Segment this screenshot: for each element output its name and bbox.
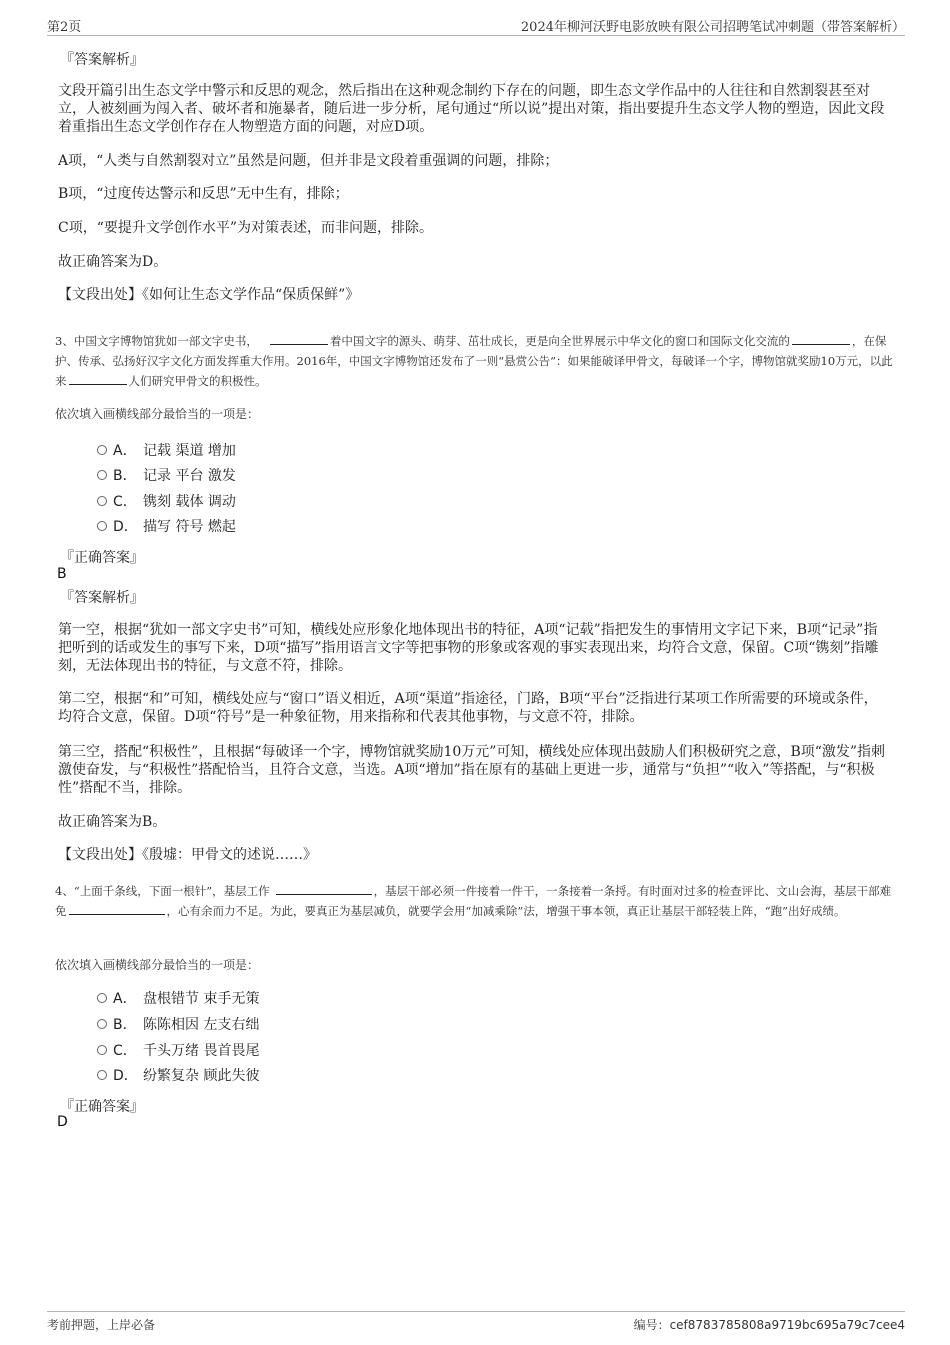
page-footer xyxy=(47,1311,905,1332)
q3-option-b[interactable]: B． 记录 平台 激发 xyxy=(97,466,236,486)
q3-option-a[interactable]: A． 记载 渠道 增加 xyxy=(97,441,236,461)
q3-blank-1 xyxy=(270,333,328,345)
q2-analysis-para3: B项，“过度传达警示和反思”无中生有，排除； xyxy=(58,186,349,202)
radio-icon[interactable] xyxy=(97,993,107,1003)
radio-icon[interactable] xyxy=(97,1070,107,1080)
q3-option-d[interactable]: D． 描写 符号 燃起 xyxy=(97,517,236,537)
radio-icon[interactable] xyxy=(97,1019,107,1029)
q4-option-c[interactable]: C． 千头万绪 畏首畏尾 xyxy=(97,1041,259,1061)
q3-source: 【文段出处】《殷墟：甲骨文的述说……》 xyxy=(58,847,317,863)
q2-source: 【文段出处】《如何让生态文学作品“保质保鲜”》 xyxy=(58,287,360,303)
q2-analysis-para2: A项，“人类与自然割裂对立”虽然是问题，但并非是文段着重强调的问题，排除； xyxy=(58,153,559,169)
q2-analysis-conclusion: 故正确答案为D。 xyxy=(58,254,168,270)
footer-slogan: 考前押题，上岸必备 xyxy=(47,1318,156,1332)
q4-instruction: 依次填入画横线部分最恰当的一项是： xyxy=(55,958,260,972)
q3-analysis-conclusion: 故正确答案为B。 xyxy=(58,814,167,830)
q3-analysis-para3: 第三空，搭配“积极性”，且根据“每破译一个字，博物馆就奖励10万元”可知，横线处应体现出鼓励人们积极研究之意，B项“激发”指刺激使奋发，与“积极性”搭配恰当，且符合文意，当选。A项“增加”指在原有的基础上更进一步，通常与“负担”“收入”等搭配，与“积极性”搭配不当，排除。 xyxy=(58,744,886,796)
q4-option-d[interactable]: D． 纷繁复杂 顾此失彼 xyxy=(97,1066,259,1086)
q2-analysis-label: 『答案解析』 xyxy=(60,52,144,68)
q3-blank-3 xyxy=(69,373,127,385)
q3-correct-label: 『正确答案』 xyxy=(60,550,144,566)
q4-option-b[interactable]: B． 陈陈相因 左支右绌 xyxy=(97,1015,259,1035)
q3-stem: 3、中国文字博物馆犹如一部文字史书， 着中国文字的源头、萌芽、茁壮成长，更是向全世界展示中华文化的窗口和国际文化交流的 ，在保护、传承、弘扬好汉字文化方面发挥重大作用。2016年，中国文字博物馆还发布了一则“悬赏公告”：如果能破译甲骨文，每破译一个字，博物馆就奖励10万元，以此来 人们研究甲骨文的积极性。 xyxy=(55,334,893,388)
page-header xyxy=(47,13,905,36)
q3-analysis-para2: 第二空，根据“和”可知，横线处应与“窗口”语义相近，A项“渠道”指途径，门路，B项“平台”泛指进行某项工作所需要的环境或条件，均符合文意，保留。D项“符号”是一种象征物，用来指称和代表其他事物，与文意不符，排除。 xyxy=(58,691,878,725)
q4-option-a[interactable]: A． 盘根错节 束手无策 xyxy=(97,989,259,1009)
q4-blank-2 xyxy=(69,903,165,915)
radio-icon[interactable] xyxy=(97,445,107,455)
document-title: 2024年柳河沃野电影放映有限公司招聘笔试冲刺题（带答案解析） xyxy=(520,20,905,35)
q3-correct-answer: B xyxy=(57,566,67,582)
radio-icon[interactable] xyxy=(97,521,107,531)
q3-instruction: 依次填入画横线部分最恰当的一项是： xyxy=(55,407,260,421)
q4-correct-answer: D xyxy=(57,1114,68,1130)
radio-icon[interactable] xyxy=(97,1045,107,1055)
radio-icon[interactable] xyxy=(97,496,107,506)
page-number: 第2页 xyxy=(47,20,82,35)
q3-analysis-label: 『答案解析』 xyxy=(60,590,144,606)
q4-correct-label: 『正确答案』 xyxy=(60,1099,144,1115)
radio-icon[interactable] xyxy=(97,470,107,480)
q3-option-c[interactable]: C． 镌刻 载体 调动 xyxy=(97,492,236,512)
q3-blank-2 xyxy=(792,333,850,345)
q4-blank-1 xyxy=(276,883,372,895)
q2-analysis-para1: 文段开篇引出生态文学中警示和反思的观念，然后指出在这种观念制约下存在的问题，即生态文学作品中的人往往和自然割裂甚至对立，人被刻画为闯入者、破坏者和施暴者，随后进一步分析，尾句通过“所以说”提出对策，指出要提升生态文学人物的塑造，因此文段着重指出生态文学创作存在人物塑造方面的问题，对应D项。 xyxy=(58,83,885,135)
footer-code: 编号：cef8783785808a9719bc695a79c7cee4 xyxy=(633,1318,905,1332)
q3-analysis-para1: 第一空，根据“犹如一部文字史书”可知，横线处应形象化地体现出书的特征，A项“记载”指把发生的事情用文字记下来，B项“记录”指把听到的话或发生的事写下来，D项“描写”指用语言文字等把事物的形象或客观的事实表现出来，均符合文意，保留。C项“镌刻”指雕刻，无法体现出书的特征，与文意不符，排除。 xyxy=(58,622,879,674)
q2-analysis-para4: C项，“要提升文学创作水平”为对策表述，而非问题，排除。 xyxy=(58,220,434,236)
q4-stem: 4、“上面千条线，下面一根针”，基层工作 ，基层干部必须一件接着一件干，一条接着一条捋。有时面对过多的检查评比、文山会海，基层干部难免 ，心有余而力不足。为此，要真正为基层减负，就要学会用“加减乘除”法，增强干事本领，真正让基层干部轻装上阵，“跑”出好成绩。 xyxy=(55,884,892,918)
